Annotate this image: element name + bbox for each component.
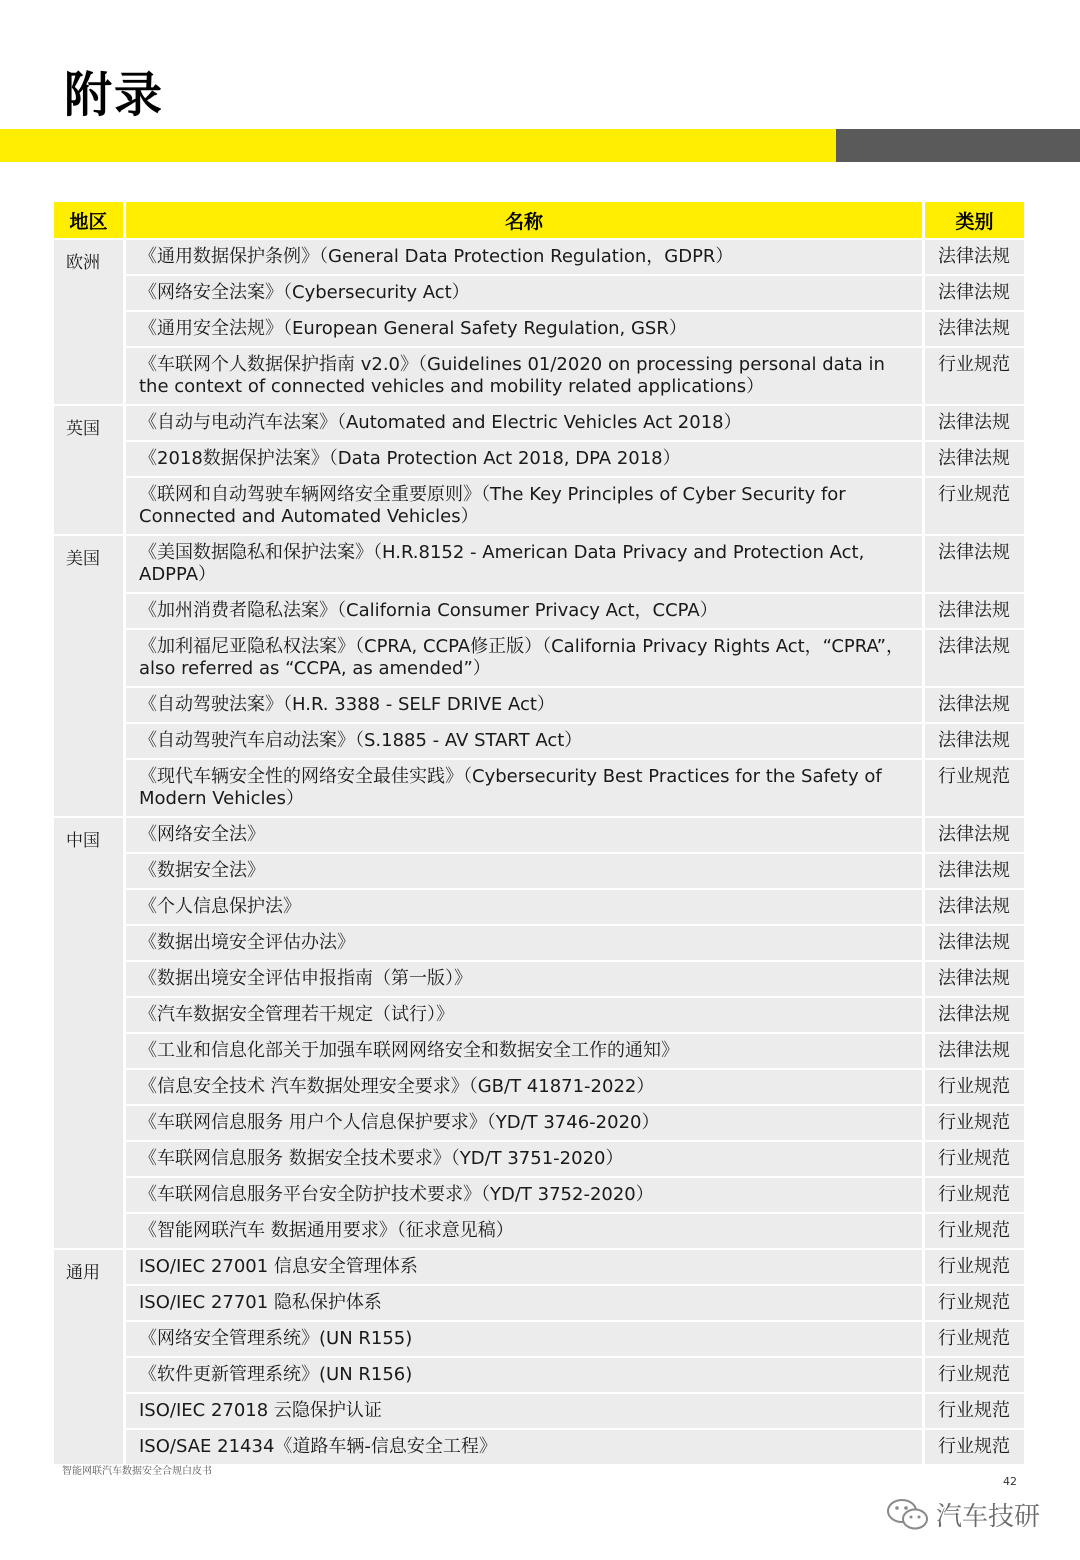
name-cell: 《车联网信息服务 用户个人信息保护要求》（YD/T 3746-2020） (126, 1106, 922, 1140)
name-cell: 《车联网个人数据保护指南 v2.0》（Guidelines 01/2020 on processing personal data in the context of connected vehicles and mobility related applications） (126, 348, 922, 404)
category-cell: 行业规范 (925, 1430, 1024, 1464)
name-cell: 《通用安全法规》（European General Safety Regulation, GSR） (126, 312, 922, 346)
name-cell: 《自动与电动汽车法案》（Automated and Electric Vehicles Act 2018） (126, 406, 922, 440)
table-row (126, 890, 1027, 924)
name-cell: 《信息安全技术 汽车数据处理安全要求》（GB/T 41871-2022） (126, 1070, 922, 1104)
category-cell: 行业规范 (925, 1142, 1024, 1176)
category-cell: 法律法规 (925, 854, 1024, 888)
table-row (126, 1430, 1027, 1464)
table-row (126, 962, 1027, 996)
group-china (54, 818, 1027, 1250)
table-row (126, 1106, 1027, 1140)
category-cell: 法律法规 (925, 724, 1024, 758)
table-row (126, 760, 1027, 816)
name-cell: 《美国数据隐私和保护法案》（H.R.8152 - American Data Privacy and Protection Act, ADPPA） (126, 536, 922, 592)
category-cell: 法律法规 (925, 240, 1024, 274)
name-cell: 《通用数据保护条例》（General Data Protection Regulation，GDPR） (126, 240, 922, 274)
name-cell: 《联网和自动驾驶车辆网络安全重要原则》（The Key Principles of Cyber Security for Connected and Automated Vehicles） (126, 478, 922, 534)
table-row (126, 1034, 1027, 1068)
category-cell: 行业规范 (925, 760, 1024, 816)
category-cell: 行业规范 (925, 1106, 1024, 1140)
name-cell: 《加利福尼亚隐私权法案》（CPRA, CCPA修正版）（California Privacy Rights Act，“CPRA”，also referred as “CCPA, as amended”） (126, 630, 922, 686)
region-cell: 英国 (54, 406, 123, 534)
table-header (54, 202, 1027, 238)
name-cell: 《自动驾驶法案》（H.R. 3388 - SELF DRIVE Act） (126, 688, 922, 722)
name-cell: 《自动驾驶汽车启动法案》（S.1885 - AV START Act） (126, 724, 922, 758)
table-row (126, 1070, 1027, 1104)
table-row (126, 594, 1027, 628)
name-cell: 《车联网信息服务平台安全防护技术要求》（YD/T 3752-2020） (126, 1178, 922, 1212)
table-row (126, 312, 1027, 346)
category-cell: 法律法规 (925, 890, 1024, 924)
table-row (126, 1394, 1027, 1428)
name-cell: 《数据出境安全评估办法》 (126, 926, 922, 960)
category-cell: 法律法规 (925, 818, 1024, 852)
table-row (126, 442, 1027, 476)
table-row (126, 854, 1027, 888)
table-row (126, 1250, 1027, 1284)
table-row (126, 1214, 1027, 1248)
category-cell: 行业规范 (925, 1214, 1024, 1248)
yellow-band (0, 129, 836, 162)
name-cell: 《数据安全法》 (126, 854, 922, 888)
name-cell: ISO/IEC 27001 信息安全管理体系 (126, 1250, 922, 1284)
table-row (126, 536, 1027, 592)
name-cell: 《智能网联汽车 数据通用要求》（征求意见稿） (126, 1214, 922, 1248)
category-cell: 法律法规 (925, 962, 1024, 996)
watermark-text: 汽车技研 (936, 1502, 1041, 1532)
appendix-table (54, 202, 1027, 1466)
header-region: 地区 (54, 202, 123, 238)
region-cell: 中国 (54, 818, 123, 1248)
category-cell: 法律法规 (925, 442, 1024, 476)
table-row (126, 818, 1027, 852)
header-name: 名称 (126, 202, 922, 238)
table-row (126, 630, 1027, 686)
category-cell: 行业规范 (925, 1178, 1024, 1212)
table-row (126, 1142, 1027, 1176)
name-cell: ISO/SAE 21434《道路车辆-信息安全工程》 (126, 1430, 922, 1464)
name-cell: 《现代车辆安全性的网络安全最佳实践》（Cybersecurity Best Practices for the Safety of Modern Vehicles） (126, 760, 922, 816)
table-row (126, 1286, 1027, 1320)
category-cell: 法律法规 (925, 276, 1024, 310)
category-cell: 法律法规 (925, 926, 1024, 960)
name-cell: 《软件更新管理系统》(UN R156) (126, 1358, 922, 1392)
category-cell: 行业规范 (925, 1322, 1024, 1356)
page-number: 42 (1003, 1475, 1017, 1488)
name-cell: ISO/IEC 27701 隐私保护体系 (126, 1286, 922, 1320)
name-cell: 《汽车数据安全管理若干规定（试行）》 (126, 998, 922, 1032)
name-cell: 《个人信息保护法》 (126, 890, 922, 924)
category-cell: 法律法规 (925, 406, 1024, 440)
group-usa (54, 536, 1027, 818)
table-row (126, 478, 1027, 534)
name-cell: 《网络安全法》 (126, 818, 922, 852)
name-cell: ISO/IEC 27018 云隐保护认证 (126, 1394, 922, 1428)
category-cell: 行业规范 (925, 348, 1024, 404)
region-cell: 欧洲 (54, 240, 123, 404)
category-cell: 法律法规 (925, 630, 1024, 686)
region-cell: 通用 (54, 1250, 123, 1464)
footer-document-title: 智能网联汽车数据安全合规白皮书 (62, 1466, 212, 1477)
group-europe (54, 240, 1027, 406)
category-cell: 行业规范 (925, 1286, 1024, 1320)
table-row (126, 348, 1027, 404)
category-cell: 法律法规 (925, 1034, 1024, 1068)
category-cell: 行业规范 (925, 1394, 1024, 1428)
name-cell: 《工业和信息化部关于加强车联网网络安全和数据安全工作的通知》 (126, 1034, 922, 1068)
name-cell: 《网络安全法案》（Cybersecurity Act） (126, 276, 922, 310)
table-row (126, 1178, 1027, 1212)
category-cell: 行业规范 (925, 1070, 1024, 1104)
table-row (126, 240, 1027, 274)
table-row (126, 998, 1027, 1032)
category-cell: 法律法规 (925, 312, 1024, 346)
table-row (126, 926, 1027, 960)
category-cell: 法律法规 (925, 688, 1024, 722)
table-row (126, 724, 1027, 758)
table-row (126, 276, 1027, 310)
page-title: 附录 (64, 67, 165, 123)
group-uk (54, 406, 1027, 536)
category-cell: 行业规范 (925, 1358, 1024, 1392)
gray-band (836, 129, 1080, 162)
group-general (54, 1250, 1027, 1466)
category-cell: 法律法规 (925, 594, 1024, 628)
name-cell: 《数据出境安全评估申报指南（第一版）》 (126, 962, 922, 996)
watermark (886, 1496, 1040, 1533)
category-cell: 法律法规 (925, 536, 1024, 592)
category-cell: 行业规范 (925, 1250, 1024, 1284)
category-cell: 法律法规 (925, 998, 1024, 1032)
header-category: 类别 (925, 202, 1024, 238)
name-cell: 《车联网信息服务 数据安全技术要求》（YD/T 3751-2020） (126, 1142, 922, 1176)
category-cell: 行业规范 (925, 478, 1024, 534)
table-row (126, 406, 1027, 440)
table-row (126, 1358, 1027, 1392)
wechat-icon (886, 1497, 930, 1533)
table-row (126, 688, 1027, 722)
name-cell: 《2018数据保护法案》（Data Protection Act 2018, DPA 2018） (126, 442, 922, 476)
name-cell: 《网络安全管理系统》(UN R155) (126, 1322, 922, 1356)
table-row (126, 1322, 1027, 1356)
name-cell: 《加州消费者隐私法案》（California Consumer Privacy Act，CCPA） (126, 594, 922, 628)
region-cell: 美国 (54, 536, 123, 816)
